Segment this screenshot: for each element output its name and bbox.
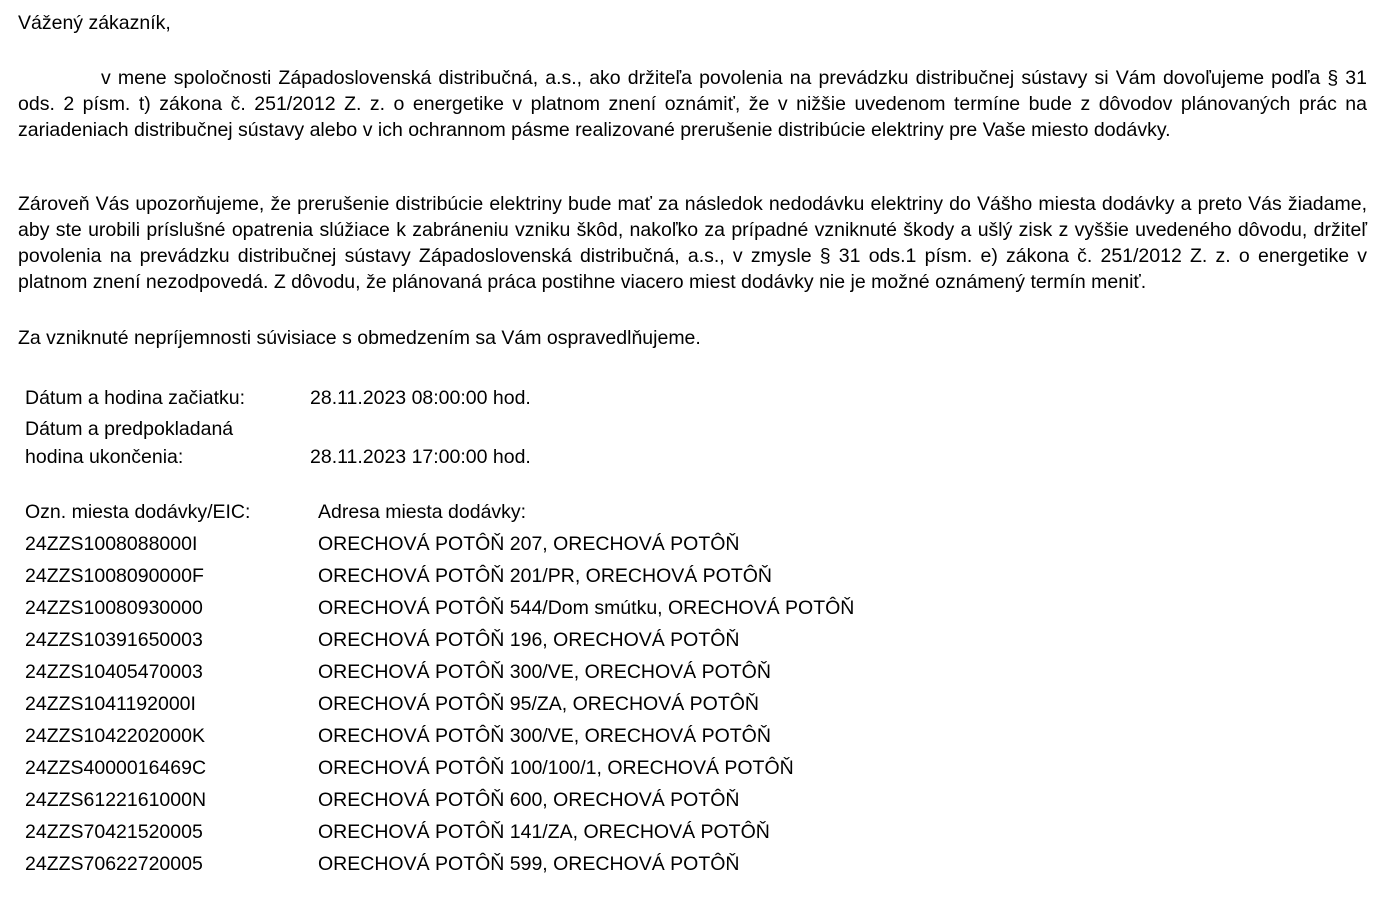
table-row	[25, 529, 854, 561]
supply-address: ORECHOVÁ POTÔŇ 600, ORECHOVÁ POTÔŇ	[318, 789, 740, 811]
eic-code: 24ZZS1008090000F	[25, 565, 204, 587]
supply-address: ORECHOVÁ POTÔŇ 201/PR, ORECHOVÁ POTÔŇ	[318, 565, 773, 587]
eic-code: 24ZZS1008088000I	[25, 533, 198, 555]
table-row	[25, 721, 854, 753]
header-eic: Ozn. miesta dodávky/EIC:	[25, 501, 251, 523]
eic-code: 24ZZS10391650003	[25, 629, 203, 651]
supply-address: ORECHOVÁ POTÔŇ 300/VE, ORECHOVÁ POTÔŇ	[318, 725, 771, 747]
eic-code: 24ZZS70421520005	[25, 821, 203, 843]
table-row	[25, 785, 854, 817]
start-date-label: Dátum a hodina začiatku:	[25, 387, 246, 409]
end-date-label-line2: hodina ukončenia:	[25, 446, 184, 468]
eic-code: 24ZZS1041192000I	[25, 693, 196, 715]
supply-address: ORECHOVÁ POTÔŇ 141/ZA, ORECHOVÁ POTÔŇ	[318, 821, 770, 843]
supply-points-header	[25, 497, 854, 529]
table-row	[25, 625, 854, 657]
supply-address: ORECHOVÁ POTÔŇ 207, ORECHOVÁ POTÔŇ	[318, 533, 740, 555]
table-row	[25, 817, 854, 849]
paragraph-notice: v mene spoločnosti Západoslovenská distribučná, a.s., ako držiteľa povolenia na prevádzku distribučnej sústavy si Vám dovoľujeme podľa § 31 ods. 2 písm. t) zákona č. 251/2012 Z. z. o energetike v platnom znení oznámiť, že v nižšie uvedenom termíne bude z dôvodov plánovaných prác na zariadeniach distribučnej sústavy alebo v ich ochrannom pásme realizované prerušenie distribúcie elektriny pre Vaše miesto dodávky.	[18, 67, 1367, 141]
paragraph-apology: Za vzniknuté nepríjemnosti súvisiace s obmedzením sa Vám ospravedlňujeme.	[18, 327, 701, 349]
greeting: Vážený zákazník,	[18, 12, 171, 34]
table-row	[25, 849, 854, 881]
supply-address: ORECHOVÁ POTÔŇ 544/Dom smútku, ORECHOVÁ POTÔŇ	[318, 597, 855, 619]
table-row	[25, 689, 854, 721]
paragraph-warning: Zároveň Vás upozorňujeme, že prerušenie distribúcie elektriny bude mať za následok nedodávku elektriny do Vášho miesta dodávky a preto Vás žiadame, aby ste urobili príslušné opatrenia slúžiace k zabráneniu vzniku škôd, nakoľko za prípadné vzniknuté škody a ušlý zisk z vyššie uvedeného dôvodu, držiteľ povolenia na prevádzku distribučnej sústavy Západoslovenská distribučná, a.s., v zmysle § 31 ods.1 písm. e) zákona č. 251/2012 Z. z. o energetike v platnom znení nezodpovedá. Z dôvodu, že plánovaná práca postihne viacero miest dodávky nie je možné oznámený termín meniť.	[18, 193, 1367, 293]
end-date-row	[25, 415, 531, 471]
end-date-label-line1: Dátum a predpokladaná	[25, 418, 234, 440]
supply-points-table	[25, 497, 854, 881]
start-date-row	[25, 384, 531, 412]
supply-address: ORECHOVÁ POTÔŇ 196, ORECHOVÁ POTÔŇ	[318, 629, 740, 651]
end-date-label	[25, 415, 310, 471]
eic-code: 24ZZS6122161000N	[25, 789, 207, 811]
eic-code: 24ZZS70622720005	[25, 853, 203, 875]
table-row	[25, 657, 854, 689]
header-address: Adresa miesta dodávky:	[318, 501, 527, 523]
table-row	[25, 561, 854, 593]
eic-code: 24ZZS1042202000K	[25, 725, 205, 747]
eic-code: 24ZZS10405470003	[25, 661, 203, 683]
outage-dates	[25, 384, 531, 471]
end-date-value: 28.11.2023 17:00:00 hod.	[310, 446, 531, 468]
eic-code: 24ZZS10080930000	[25, 597, 203, 619]
start-date-value: 28.11.2023 08:00:00 hod.	[310, 387, 531, 409]
eic-code: 24ZZS4000016469C	[25, 757, 207, 779]
table-row	[25, 753, 854, 785]
supply-address: ORECHOVÁ POTÔŇ 300/VE, ORECHOVÁ POTÔŇ	[318, 661, 771, 683]
supply-address: ORECHOVÁ POTÔŇ 599, ORECHOVÁ POTÔŇ	[318, 853, 740, 875]
supply-address: ORECHOVÁ POTÔŇ 100/100/1, ORECHOVÁ POTÔŇ	[318, 757, 794, 779]
table-row	[25, 593, 854, 625]
supply-address: ORECHOVÁ POTÔŇ 95/ZA, ORECHOVÁ POTÔŇ	[318, 693, 759, 715]
